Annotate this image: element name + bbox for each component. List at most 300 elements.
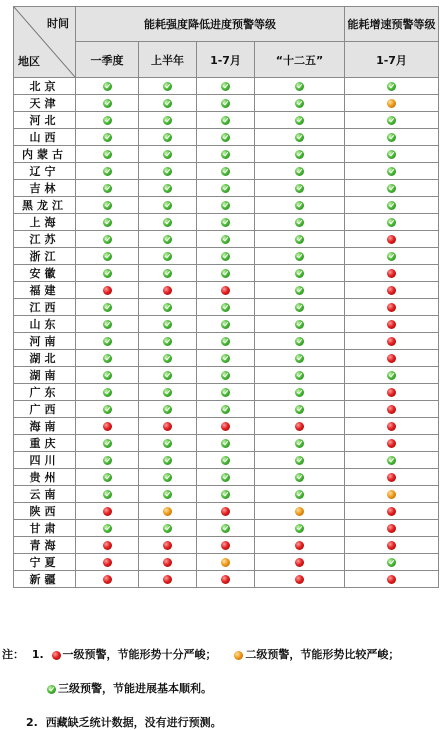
- level-cell-h1: [139, 554, 197, 571]
- red-level-icon: [103, 558, 112, 567]
- green-level-icon: [163, 490, 172, 499]
- level-cell-growth-jan-jul: [345, 418, 439, 435]
- table-row: [14, 469, 439, 486]
- green-level-icon: [387, 558, 396, 567]
- level-cell-q1: [76, 163, 139, 180]
- region-name: 青海: [14, 537, 76, 554]
- level-cell-growth-jan-jul: [345, 146, 439, 163]
- level-cell-jan-jul: [197, 367, 255, 384]
- green-level-icon: [163, 82, 172, 91]
- corner-header: [14, 7, 76, 78]
- level-cell-jan-jul: [197, 469, 255, 486]
- green-level-icon: [103, 490, 112, 499]
- green-level-icon: [103, 201, 112, 210]
- green-level-icon: [221, 524, 230, 533]
- level-cell-q1: [76, 486, 139, 503]
- level-cell-h1: [139, 316, 197, 333]
- green-level-icon: [295, 133, 304, 142]
- red-level-icon: [103, 507, 112, 516]
- region-name: 吉林: [14, 180, 76, 197]
- level-cell-h1: [139, 214, 197, 231]
- level-cell-12th-fyp: [255, 231, 345, 248]
- green-level-icon: [163, 405, 172, 414]
- level-cell-q1: [76, 452, 139, 469]
- region-name: 新疆: [14, 571, 76, 588]
- region-name: 河北: [14, 112, 76, 129]
- green-level-icon: [163, 116, 172, 125]
- table-row: [14, 520, 439, 537]
- table-row: [14, 248, 439, 265]
- green-level-icon: [221, 167, 230, 176]
- table-row: [14, 299, 439, 316]
- green-level-icon: [221, 388, 230, 397]
- time-label: 时间: [47, 17, 69, 30]
- level-cell-jan-jul: [197, 537, 255, 554]
- green-level-icon: [221, 150, 230, 159]
- orange-level-icon: [221, 558, 230, 567]
- level-cell-growth-jan-jul: [345, 129, 439, 146]
- group1-title: 能耗强度降低进度预警等级: [76, 7, 345, 42]
- green-level-icon: [221, 456, 230, 465]
- level-cell-h1: [139, 180, 197, 197]
- orange-level-icon: [295, 507, 304, 516]
- level-cell-q1: [76, 282, 139, 299]
- level-cell-growth-jan-jul: [345, 214, 439, 231]
- green-level-icon: [103, 388, 112, 397]
- level-cell-growth-jan-jul: [345, 333, 439, 350]
- red-alert-icon: [52, 651, 61, 660]
- green-level-icon: [387, 150, 396, 159]
- level-cell-12th-fyp: [255, 146, 345, 163]
- red-level-icon: [295, 575, 304, 584]
- level-cell-h1: [139, 469, 197, 486]
- green-level-icon: [295, 99, 304, 108]
- table-row: [14, 163, 439, 180]
- table-row: [14, 367, 439, 384]
- region-name: 广西: [14, 401, 76, 418]
- red-level-icon: [103, 541, 112, 550]
- level-cell-growth-jan-jul: [345, 316, 439, 333]
- red-level-icon: [163, 541, 172, 550]
- level-cell-growth-jan-jul: [345, 282, 439, 299]
- note-2-text: 西藏缺乏统计数据，没有进行预测。: [45, 716, 222, 729]
- level-cell-q1: [76, 350, 139, 367]
- green-level-icon: [163, 218, 172, 227]
- red-level-icon: [163, 575, 172, 584]
- green-level-icon: [221, 303, 230, 312]
- green-level-icon: [221, 405, 230, 414]
- level-cell-h1: [139, 299, 197, 316]
- note-orange-text: 二级预警，节能形势比较严峻；: [245, 648, 400, 661]
- note-1-number: 1.: [31, 648, 44, 661]
- table-row: [14, 231, 439, 248]
- level-cell-h1: [139, 537, 197, 554]
- green-level-icon: [103, 371, 112, 380]
- red-level-icon: [387, 405, 396, 414]
- level-cell-12th-fyp: [255, 163, 345, 180]
- region-label: 地区: [18, 55, 40, 68]
- green-level-icon: [221, 116, 230, 125]
- level-cell-12th-fyp: [255, 78, 345, 95]
- red-level-icon: [387, 320, 396, 329]
- note-2-number: 2.: [26, 716, 38, 729]
- level-cell-q1: [76, 571, 139, 588]
- level-cell-q1: [76, 214, 139, 231]
- level-cell-q1: [76, 469, 139, 486]
- level-cell-jan-jul: [197, 265, 255, 282]
- green-level-icon: [163, 524, 172, 533]
- level-cell-q1: [76, 197, 139, 214]
- green-level-icon: [221, 371, 230, 380]
- red-level-icon: [387, 439, 396, 448]
- green-level-icon: [103, 184, 112, 193]
- green-level-icon: [295, 354, 304, 363]
- green-level-icon: [295, 456, 304, 465]
- green-level-icon: [103, 82, 112, 91]
- region-name: 北京: [14, 78, 76, 95]
- red-level-icon: [387, 286, 396, 295]
- level-cell-growth-jan-jul: [345, 401, 439, 418]
- level-cell-12th-fyp: [255, 282, 345, 299]
- red-level-icon: [221, 507, 230, 516]
- level-cell-growth-jan-jul: [345, 265, 439, 282]
- green-level-icon: [221, 235, 230, 244]
- level-cell-growth-jan-jul: [345, 384, 439, 401]
- level-cell-h1: [139, 163, 197, 180]
- level-cell-h1: [139, 95, 197, 112]
- level-cell-q1: [76, 554, 139, 571]
- level-cell-h1: [139, 384, 197, 401]
- orange-alert-icon: [234, 651, 243, 660]
- red-level-icon: [163, 558, 172, 567]
- level-cell-jan-jul: [197, 520, 255, 537]
- green-level-icon: [163, 150, 172, 159]
- level-cell-jan-jul: [197, 333, 255, 350]
- level-cell-q1: [76, 435, 139, 452]
- level-cell-12th-fyp: [255, 452, 345, 469]
- green-level-icon: [295, 490, 304, 499]
- level-cell-jan-jul: [197, 214, 255, 231]
- level-cell-12th-fyp: [255, 435, 345, 452]
- green-level-icon: [221, 82, 230, 91]
- table-row: [14, 452, 439, 469]
- green-level-icon: [221, 269, 230, 278]
- region-name: 河南: [14, 333, 76, 350]
- level-cell-h1: [139, 452, 197, 469]
- region-name: 辽宁: [14, 163, 76, 180]
- level-cell-q1: [76, 367, 139, 384]
- region-name: 山西: [14, 129, 76, 146]
- green-level-icon: [387, 167, 396, 176]
- red-level-icon: [387, 422, 396, 431]
- level-cell-growth-jan-jul: [345, 112, 439, 129]
- red-level-icon: [103, 286, 112, 295]
- region-name: 江西: [14, 299, 76, 316]
- green-level-icon: [221, 218, 230, 227]
- level-cell-q1: [76, 112, 139, 129]
- level-cell-12th-fyp: [255, 469, 345, 486]
- level-cell-q1: [76, 418, 139, 435]
- green-level-icon: [103, 167, 112, 176]
- level-cell-growth-jan-jul: [345, 180, 439, 197]
- green-level-icon: [387, 201, 396, 210]
- level-cell-12th-fyp: [255, 197, 345, 214]
- orange-level-icon: [163, 507, 172, 516]
- level-cell-h1: [139, 129, 197, 146]
- green-level-icon: [221, 320, 230, 329]
- region-name: 山东: [14, 316, 76, 333]
- level-cell-q1: [76, 537, 139, 554]
- green-level-icon: [103, 252, 112, 261]
- level-cell-12th-fyp: [255, 520, 345, 537]
- green-level-icon: [103, 218, 112, 227]
- warning-level-table: [13, 6, 439, 588]
- green-level-icon: [103, 337, 112, 346]
- level-cell-q1: [76, 78, 139, 95]
- level-cell-jan-jul: [197, 435, 255, 452]
- red-level-icon: [387, 235, 396, 244]
- green-level-icon: [221, 184, 230, 193]
- green-level-icon: [103, 133, 112, 142]
- level-cell-h1: [139, 265, 197, 282]
- note-red-text: 一级预警，节能形势十分严峻；: [62, 648, 217, 661]
- green-level-icon: [295, 320, 304, 329]
- level-cell-h1: [139, 486, 197, 503]
- level-cell-jan-jul: [197, 78, 255, 95]
- table-row: [14, 350, 439, 367]
- level-cell-12th-fyp: [255, 418, 345, 435]
- level-cell-q1: [76, 146, 139, 163]
- level-cell-jan-jul: [197, 571, 255, 588]
- level-cell-jan-jul: [197, 95, 255, 112]
- level-cell-jan-jul: [197, 299, 255, 316]
- level-cell-12th-fyp: [255, 537, 345, 554]
- green-level-icon: [295, 218, 304, 227]
- table-row: [14, 146, 439, 163]
- level-cell-12th-fyp: [255, 180, 345, 197]
- level-cell-h1: [139, 503, 197, 520]
- level-cell-12th-fyp: [255, 316, 345, 333]
- region-name: 重庆: [14, 435, 76, 452]
- level-cell-h1: [139, 231, 197, 248]
- red-level-icon: [387, 337, 396, 346]
- green-level-icon: [103, 473, 112, 482]
- level-cell-growth-jan-jul: [345, 78, 439, 95]
- level-cell-12th-fyp: [255, 350, 345, 367]
- green-level-icon: [387, 133, 396, 142]
- green-level-icon: [163, 99, 172, 108]
- level-cell-growth-jan-jul: [345, 503, 439, 520]
- level-cell-growth-jan-jul: [345, 452, 439, 469]
- red-level-icon: [387, 303, 396, 312]
- level-cell-h1: [139, 248, 197, 265]
- region-name: 甘肃: [14, 520, 76, 537]
- green-level-icon: [387, 218, 396, 227]
- red-level-icon: [295, 558, 304, 567]
- red-level-icon: [221, 286, 230, 295]
- level-cell-growth-jan-jul: [345, 486, 439, 503]
- level-cell-12th-fyp: [255, 333, 345, 350]
- level-cell-growth-jan-jul: [345, 554, 439, 571]
- green-level-icon: [221, 337, 230, 346]
- green-level-icon: [221, 490, 230, 499]
- red-level-icon: [295, 422, 304, 431]
- green-level-icon: [295, 303, 304, 312]
- level-cell-h1: [139, 350, 197, 367]
- red-level-icon: [387, 541, 396, 550]
- green-level-icon: [295, 167, 304, 176]
- level-cell-growth-jan-jul: [345, 520, 439, 537]
- green-level-icon: [163, 133, 172, 142]
- level-cell-12th-fyp: [255, 248, 345, 265]
- table-row: [14, 554, 439, 571]
- level-cell-q1: [76, 129, 139, 146]
- level-cell-growth-jan-jul: [345, 248, 439, 265]
- table-row: [14, 282, 439, 299]
- level-cell-12th-fyp: [255, 486, 345, 503]
- level-cell-h1: [139, 282, 197, 299]
- note-green-text: 三级预警，节能进展基本顺利。: [58, 682, 212, 695]
- green-level-icon: [163, 354, 172, 363]
- green-level-icon: [295, 235, 304, 244]
- green-level-icon: [295, 150, 304, 159]
- region-name: 湖南: [14, 367, 76, 384]
- level-cell-jan-jul: [197, 282, 255, 299]
- table-row: [14, 418, 439, 435]
- red-level-icon: [387, 473, 396, 482]
- level-cell-q1: [76, 316, 139, 333]
- region-name: 陕西: [14, 503, 76, 520]
- level-cell-growth-jan-jul: [345, 469, 439, 486]
- level-cell-growth-jan-jul: [345, 95, 439, 112]
- region-name: 浙江: [14, 248, 76, 265]
- level-cell-12th-fyp: [255, 554, 345, 571]
- level-cell-q1: [76, 180, 139, 197]
- level-cell-q1: [76, 265, 139, 282]
- green-level-icon: [295, 269, 304, 278]
- level-cell-h1: [139, 401, 197, 418]
- level-cell-q1: [76, 401, 139, 418]
- green-level-icon: [221, 439, 230, 448]
- green-level-icon: [295, 524, 304, 533]
- table-row: [14, 78, 439, 95]
- red-level-icon: [295, 541, 304, 550]
- green-level-icon: [163, 167, 172, 176]
- level-cell-jan-jul: [197, 180, 255, 197]
- green-level-icon: [103, 150, 112, 159]
- green-level-icon: [163, 303, 172, 312]
- red-level-icon: [163, 286, 172, 295]
- level-cell-q1: [76, 299, 139, 316]
- level-cell-jan-jul: [197, 554, 255, 571]
- green-level-icon: [103, 269, 112, 278]
- level-cell-h1: [139, 367, 197, 384]
- green-level-icon: [221, 252, 230, 261]
- level-cell-h1: [139, 112, 197, 129]
- region-name: 海南: [14, 418, 76, 435]
- period-header-h1: 上半年: [139, 42, 197, 78]
- red-level-icon: [387, 269, 396, 278]
- level-cell-jan-jul: [197, 231, 255, 248]
- green-level-icon: [103, 303, 112, 312]
- level-cell-jan-jul: [197, 112, 255, 129]
- green-level-icon: [387, 371, 396, 380]
- red-level-icon: [387, 354, 396, 363]
- period-header-jan-jul: 1-7月: [197, 42, 255, 78]
- region-name: 安徽: [14, 265, 76, 282]
- table-row: [14, 112, 439, 129]
- level-cell-h1: [139, 571, 197, 588]
- red-level-icon: [387, 575, 396, 584]
- green-level-icon: [295, 439, 304, 448]
- level-cell-q1: [76, 520, 139, 537]
- green-level-icon: [295, 337, 304, 346]
- table-row: [14, 265, 439, 282]
- level-cell-q1: [76, 503, 139, 520]
- green-level-icon: [163, 184, 172, 193]
- green-level-icon: [163, 252, 172, 261]
- level-cell-growth-jan-jul: [345, 163, 439, 180]
- level-cell-growth-jan-jul: [345, 231, 439, 248]
- level-cell-growth-jan-jul: [345, 435, 439, 452]
- region-name: 上海: [14, 214, 76, 231]
- green-level-icon: [163, 337, 172, 346]
- green-level-icon: [295, 116, 304, 125]
- level-cell-growth-jan-jul: [345, 197, 439, 214]
- level-cell-growth-jan-jul: [345, 367, 439, 384]
- level-cell-q1: [76, 384, 139, 401]
- green-level-icon: [221, 99, 230, 108]
- table-row: [14, 435, 439, 452]
- level-cell-jan-jul: [197, 503, 255, 520]
- green-level-icon: [387, 82, 396, 91]
- green-level-icon: [295, 388, 304, 397]
- region-name: 宁夏: [14, 554, 76, 571]
- table-row: [14, 316, 439, 333]
- level-cell-jan-jul: [197, 384, 255, 401]
- orange-level-icon: [387, 99, 396, 108]
- red-level-icon: [387, 388, 396, 397]
- level-cell-q1: [76, 95, 139, 112]
- red-level-icon: [103, 422, 112, 431]
- level-cell-jan-jul: [197, 197, 255, 214]
- green-level-icon: [103, 116, 112, 125]
- level-cell-h1: [139, 435, 197, 452]
- level-cell-jan-jul: [197, 163, 255, 180]
- group2-title: 能耗增速预警等级: [345, 7, 439, 42]
- region-name: 江苏: [14, 231, 76, 248]
- level-cell-jan-jul: [197, 316, 255, 333]
- period-header-q1: 一季度: [76, 42, 139, 78]
- table-row: [14, 571, 439, 588]
- green-level-icon: [163, 320, 172, 329]
- table-row: [14, 180, 439, 197]
- level-cell-h1: [139, 520, 197, 537]
- region-name: 云南: [14, 486, 76, 503]
- level-cell-12th-fyp: [255, 265, 345, 282]
- green-level-icon: [295, 371, 304, 380]
- level-cell-12th-fyp: [255, 95, 345, 112]
- table-row: [14, 401, 439, 418]
- green-level-icon: [387, 116, 396, 125]
- region-name: 黑龙江: [14, 197, 76, 214]
- green-level-icon: [221, 133, 230, 142]
- table-row: [14, 486, 439, 503]
- green-level-icon: [295, 201, 304, 210]
- table-row: [14, 333, 439, 350]
- green-level-icon: [221, 354, 230, 363]
- level-cell-growth-jan-jul: [345, 571, 439, 588]
